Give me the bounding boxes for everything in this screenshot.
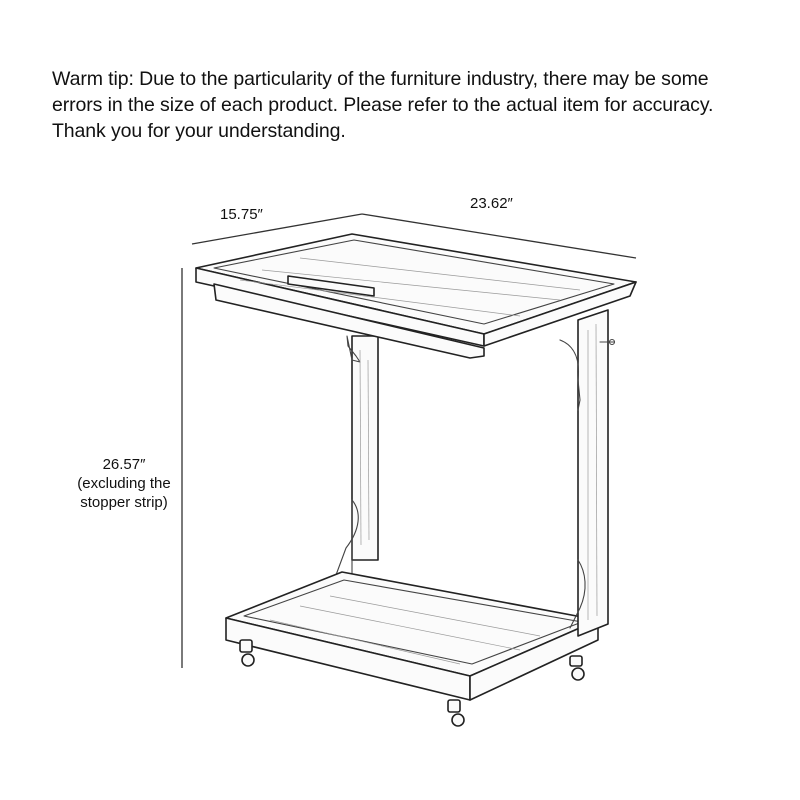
caster-right (570, 656, 584, 680)
height-label (62, 455, 186, 512)
height-value: 26.57″ (102, 456, 146, 473)
warm-tip-line-1: Warm tip: Due to the particularity of the furniture industry, there may be some (52, 68, 709, 90)
warm-tip-line-3: Thank you for your understanding. (52, 120, 346, 142)
height-note-line-2: stopper strip) (80, 494, 168, 511)
width-label: 23.62″ (470, 195, 513, 212)
warm-tip-line-2: errors in the size of each product. Please refer to the actual item for accuracy. (52, 94, 714, 116)
caster-left (240, 640, 254, 666)
table-top (196, 234, 636, 358)
front-right-leg (560, 310, 615, 636)
bottom-shelf (226, 572, 598, 700)
rear-left-leg (336, 336, 378, 575)
caster-front (448, 700, 464, 726)
depth-label: 15.75″ (220, 206, 263, 223)
height-note-line-1: (excluding the (77, 475, 171, 492)
